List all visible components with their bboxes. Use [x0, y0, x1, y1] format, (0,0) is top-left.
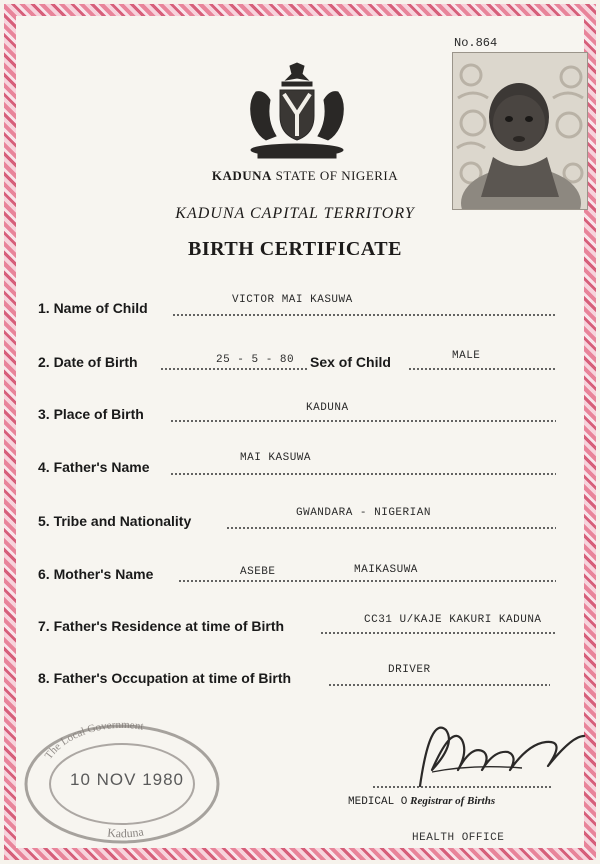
- field-fathers-name-value: MAI KASUWA: [240, 452, 312, 464]
- field-mothers-first-name-value: ASEBE: [240, 566, 276, 578]
- territory-heading: KADUNA CAPITAL TERRITORY: [175, 205, 415, 222]
- health-office-label: HEALTH OFFICE: [412, 832, 505, 844]
- field-fathers-occupation-label: 8. Father's Occupation at time of Birth: [38, 670, 292, 686]
- field-fathers-residence-line: [320, 632, 556, 634]
- stamp-top-text: The Local Government: [42, 718, 145, 762]
- field-sex-label: Sex of Child: [310, 354, 391, 370]
- field-mothers-name-line: [178, 580, 556, 582]
- serial-number: No.864: [454, 36, 498, 50]
- field-date-of-birth-line: [160, 368, 308, 370]
- certificate-title: BIRTH CERTIFICATE: [188, 238, 402, 260]
- field-place-of-birth-label: 3. Place of Birth: [38, 406, 144, 422]
- state-name-rest: STATE OF NIGERIA: [275, 168, 399, 183]
- signature-typed-prefix: MEDICAL O: [348, 796, 408, 808]
- svg-text:The Local Government: [43, 719, 145, 762]
- signature-title: [348, 795, 495, 808]
- field-tribe-nationality-value: GWANDARA - NIGERIAN: [296, 507, 431, 519]
- state-name-bold: KADUNA: [211, 168, 272, 183]
- field-sex-value: MALE: [452, 350, 481, 362]
- signature-line: [372, 786, 552, 788]
- field-fathers-name-line: [170, 473, 556, 475]
- field-place-of-birth-line: [170, 420, 556, 422]
- field-name-of-child-line: [172, 314, 556, 316]
- stamp-bottom-text: Kaduna: [106, 824, 145, 841]
- child-photo: [452, 52, 588, 210]
- svg-text:Kaduna: [107, 824, 146, 840]
- nigeria-coat-of-arms-icon: [238, 62, 356, 162]
- field-name-of-child-value: VICTOR MAI KASUWA: [232, 294, 353, 306]
- field-fathers-occupation-line: [328, 684, 550, 686]
- field-tribe-nationality-label: 5. Tribe and Nationality: [38, 513, 192, 529]
- registrar-signature: [412, 712, 586, 792]
- field-tribe-nationality-line: [226, 527, 556, 529]
- field-fathers-residence-value: CC31 U/KAJE KAKURI KADUNA: [364, 614, 542, 626]
- field-mothers-last-name-value: MAIKASUWA: [354, 564, 418, 576]
- field-place-of-birth-value: KADUNA: [306, 402, 349, 414]
- state-heading: [170, 168, 440, 184]
- baby-photo-image: [453, 53, 587, 209]
- field-mothers-name-label: 6. Mother's Name: [38, 566, 154, 582]
- stamp-date: 10 NOV 1980: [70, 770, 185, 789]
- signature-printed-title: Registrar of Births: [410, 795, 496, 807]
- field-fathers-occupation-value: DRIVER: [388, 664, 431, 676]
- field-name-of-child-label: 1. Name of Child: [38, 300, 148, 316]
- field-fathers-residence-label: 7. Father's Residence at time of Birth: [38, 618, 285, 634]
- field-sex-line: [408, 368, 556, 370]
- field-date-of-birth-value: 25 - 5 - 80: [216, 354, 295, 366]
- field-fathers-name-label: 4. Father's Name: [38, 459, 150, 475]
- field-date-of-birth-label: 2. Date of Birth: [38, 354, 138, 370]
